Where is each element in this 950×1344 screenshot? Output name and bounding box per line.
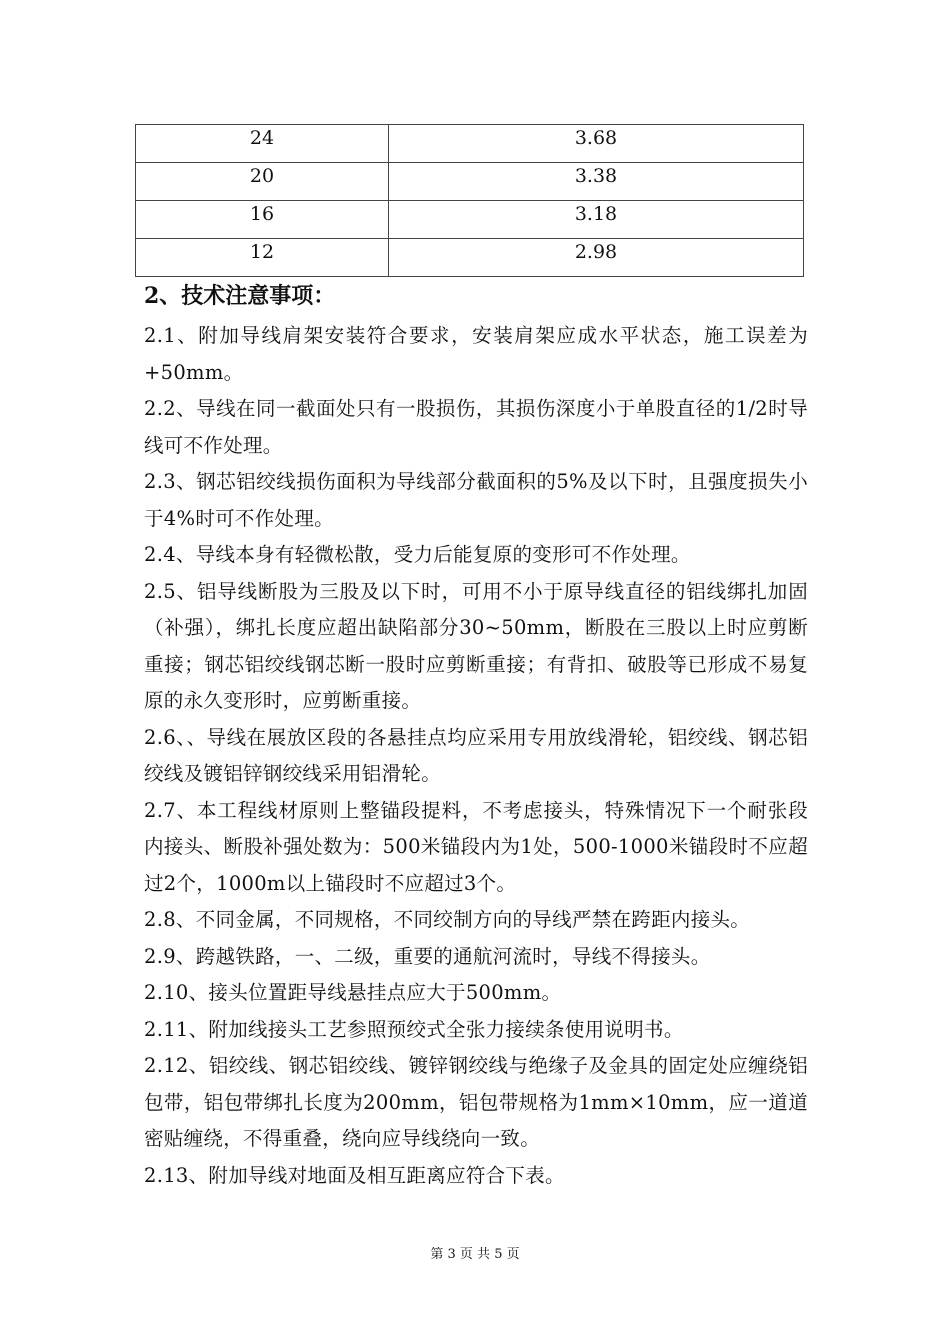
- table-cell: 3.38: [389, 163, 804, 201]
- paragraph: 2.5、铝导线断股为三股及以下时，可用不小于原导线直径的铝线绑扎加固（补强），绑扎长度应超出缺陷部分30~50mm，断股在三股以上时应剪断重接；钢芯铝绞线钢芯断一股时应剪断重接；有背扣、破股等已形成不易复原的永久变形时，应剪断重接。: [144, 579, 808, 712]
- table-cell: 2.98: [389, 239, 804, 277]
- table-row: [136, 163, 804, 201]
- paragraph: 2.1、附加导线肩架安装符合要求，安装肩架应成水平状态，施工误差为+50mm。: [144, 324, 808, 384]
- table-cell: 20: [136, 163, 389, 201]
- paragraph: 2.12、铝绞线、钢芯铝绞线、镀锌钢绞线与绝缘子及金具的固定处应缠绕铝包带，铝包带绑扎长度为200mm，铝包带规格为1mm×10mm，应一道道密贴缠绕，不得重叠，绕向应导线绕向一致。: [144, 1054, 808, 1150]
- paragraph: 2.10、接头位置距导线悬挂点应大于500mm。: [144, 981, 562, 1004]
- table-cell: 3.18: [389, 201, 804, 239]
- table-cell: 24: [136, 125, 389, 163]
- data-table: [135, 124, 804, 277]
- paragraph: 2.2、导线在同一截面处只有一股损伤，其损伤深度小于单股直径的1/2时导线可不作处理。: [144, 397, 808, 457]
- paragraph: 2.6、、导线在展放区段的各悬挂点均应采用专用放线滑轮，铝绞线、钢芯铝绞线及镀铝锌钢绞线采用铝滑轮。: [144, 725, 808, 785]
- table-row: [136, 239, 804, 277]
- section-heading: 2、技术注意事项：: [144, 283, 336, 309]
- paragraph: 2.3、钢芯铝绞线损伤面积为导线部分截面积的5%及以下时，且强度损失小于4%时可不作处理。: [144, 470, 808, 530]
- paragraph: 2.8、不同金属，不同规格，不同绞制方向的导线严禁在跨距内接头。: [144, 908, 751, 931]
- paragraph: 2.13、附加导线对地面及相互距离应符合下表。: [144, 1163, 565, 1187]
- paragraph: 2.11、附加线接头工艺参照预绞式全张力接续条使用说明书。: [144, 1017, 684, 1041]
- table-cell: 16: [136, 201, 389, 239]
- paragraph: 2.7、本工程线材原则上整锚段提料，不考虑接头，特殊情况下一个耐张段内接头、断股补强处数为：500米锚段内为1处，500-1000米锚段时不应超过2个，1000m以上锚段时不应超过3个。: [144, 798, 808, 895]
- page-number: 第 3 页 共 5 页: [430, 1247, 520, 1262]
- table-cell: 12: [136, 239, 389, 277]
- paragraph: 2.9、跨越铁路，一、二级，重要的通航河流时，导线不得接头。: [144, 944, 711, 968]
- section-body: [144, 318, 808, 1194]
- table-row: [136, 201, 804, 239]
- table-row: [136, 125, 804, 163]
- table-cell: 3.68: [389, 125, 804, 163]
- paragraph: 2.4、导线本身有轻微松散，受力后能复原的变形可不作处理。: [144, 543, 691, 566]
